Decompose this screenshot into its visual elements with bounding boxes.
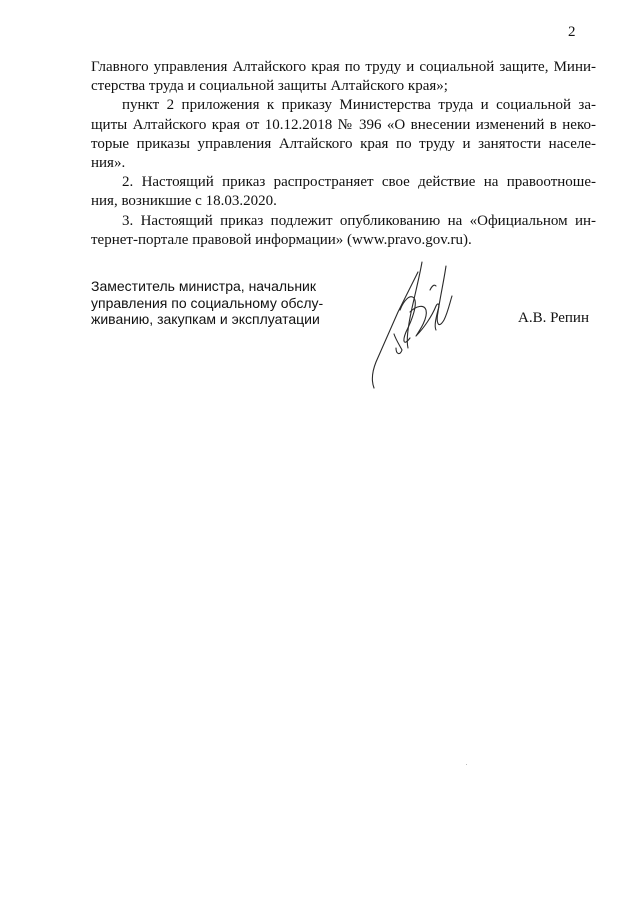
handwritten-signature xyxy=(360,250,470,395)
page-number: 2 xyxy=(568,24,576,40)
text-line: пункт 2 приложения к приказу Министерства труда и социальной за- xyxy=(122,97,596,114)
text-line: тернет-портале правовой информации» (www.pravo.gov.ru). xyxy=(91,231,472,248)
text-line: торые приказы управления Алтайского края по труду и занятости населе- xyxy=(91,135,596,152)
text-line: щиты Алтайского края от 10.12.2018 № 396 «О внесении изменений в неко- xyxy=(91,116,596,133)
text-line: стерства труда и социальной защиты Алтайского края»; xyxy=(91,78,448,95)
text-line: 2. Настоящий приказ распространяет свое действие на правоотноше- xyxy=(122,174,596,191)
signer-name: А.В. Репин xyxy=(518,310,589,326)
paragraph-continuation xyxy=(91,58,596,96)
signature-stroke xyxy=(372,272,418,388)
signature-strokes xyxy=(372,262,452,388)
text-line: Главного управления Алтайского края по труду и социальной защите, Мини- xyxy=(91,59,596,75)
text-line: ния, возникшие с 18.03.2020. xyxy=(91,193,277,210)
signer-position-line: Заместитель министра, начальник xyxy=(91,278,317,294)
signer-position-line: живанию, закупкам и эксплуатации xyxy=(91,311,320,327)
signer-position xyxy=(91,278,351,328)
text-line: 3. Настоящий приказ подлежит опубликованию на «Официальном ин- xyxy=(122,212,596,229)
text-line: ния». xyxy=(91,155,126,172)
signer-position-line: управления по социальному обслу- xyxy=(91,294,324,311)
paragraph-clause-3 xyxy=(91,212,596,250)
scan-speck xyxy=(466,764,467,765)
order-text xyxy=(91,58,596,250)
signature-stroke xyxy=(407,262,422,348)
paragraph-clause-2 xyxy=(91,173,596,211)
signature-stroke xyxy=(410,304,439,336)
paragraph-item-point-2 xyxy=(91,96,596,173)
signature-stroke xyxy=(437,266,452,325)
signature-stroke xyxy=(430,285,436,290)
signature-stroke xyxy=(394,334,402,354)
